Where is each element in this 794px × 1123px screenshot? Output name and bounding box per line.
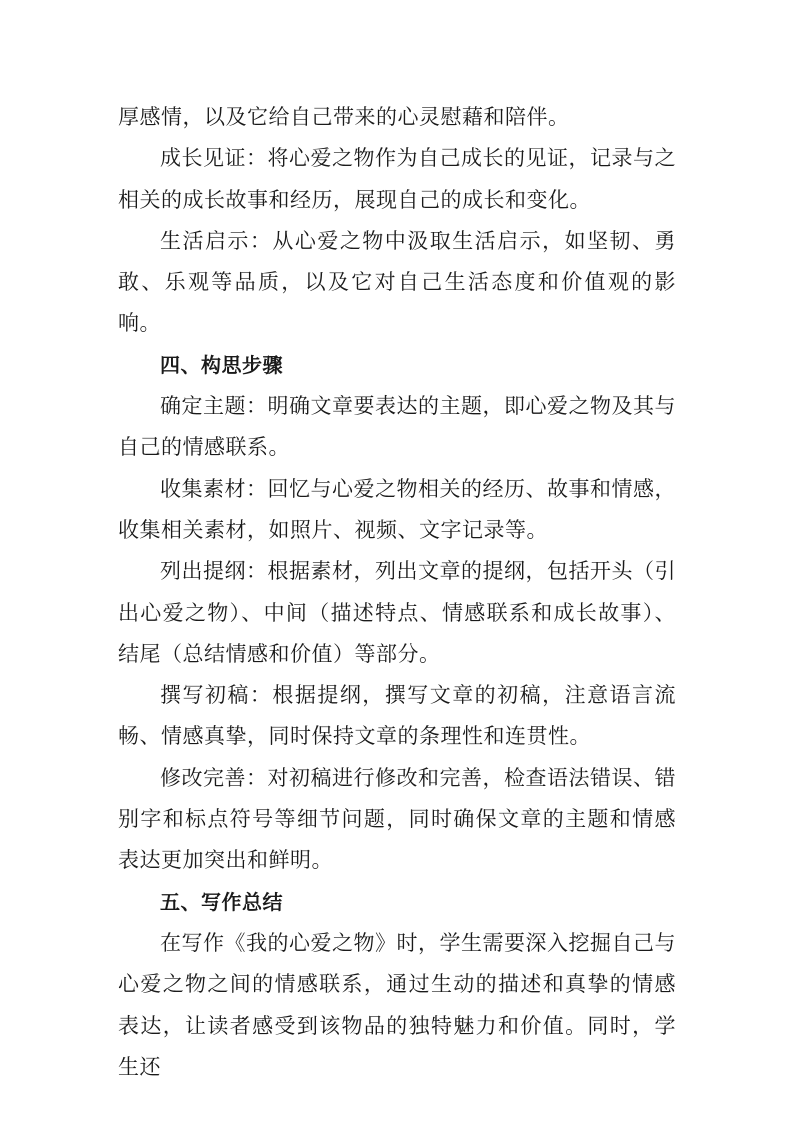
paragraph-revise: 修改完善：对初稿进行修改和完善，检查语法错误、错别字和标点符号等细节问题，同时确保文章的主题和情感表达更加突出和鲜明。 [118, 765, 676, 873]
document-body [118, 97, 676, 1088]
paragraph-determine-theme: 确定主题：明确文章要表达的主题，即心爱之物及其与自己的情感联系。 [118, 394, 676, 460]
paragraph-collect-materials: 收集素材：回忆与心爱之物相关的经历、故事和情感，收集相关素材，如照片、视频、文字记录等。 [118, 476, 676, 542]
paragraph-continuation: 厚感情，以及它给自己带来的心灵慰藉和陪伴。 [118, 105, 570, 129]
paragraph-growth-witness: 成长见证：将心爱之物作为自己成长的见证，记录与之相关的成长故事和经历，展现自己的成长和变化。 [118, 146, 676, 212]
section-heading-planning-steps: 四、构思步骤 [160, 352, 283, 377]
paragraph-summary: 在写作《我的心爱之物》时，学生需要深入挖掘自己与心爱之物之间的情感联系，通过生动的描述和真挚的情感表达，让读者感受到该物品的独特魅力和价值。同时，学生还 [118, 930, 676, 1079]
paragraph-first-draft: 撰写初稿：根据提纲，撰写文章的初稿，注意语言流畅、情感真挚，同时保持文章的条理性和连贯性。 [118, 683, 676, 749]
section-heading-writing-summary: 五、写作总结 [160, 889, 283, 914]
paragraph-outline: 列出提纲：根据素材，列出文章的提纲，包括开头（引出心爱之物）、中间（描述特点、情感联系和成长故事）、结尾（总结情感和价值）等部分。 [118, 559, 676, 666]
paragraph-life-inspiration: 生活启示：从心爱之物中汲取生活启示，如坚韧、勇敢、乐观等品质，以及它对自己生活态度和价值观的影响。 [118, 228, 676, 336]
